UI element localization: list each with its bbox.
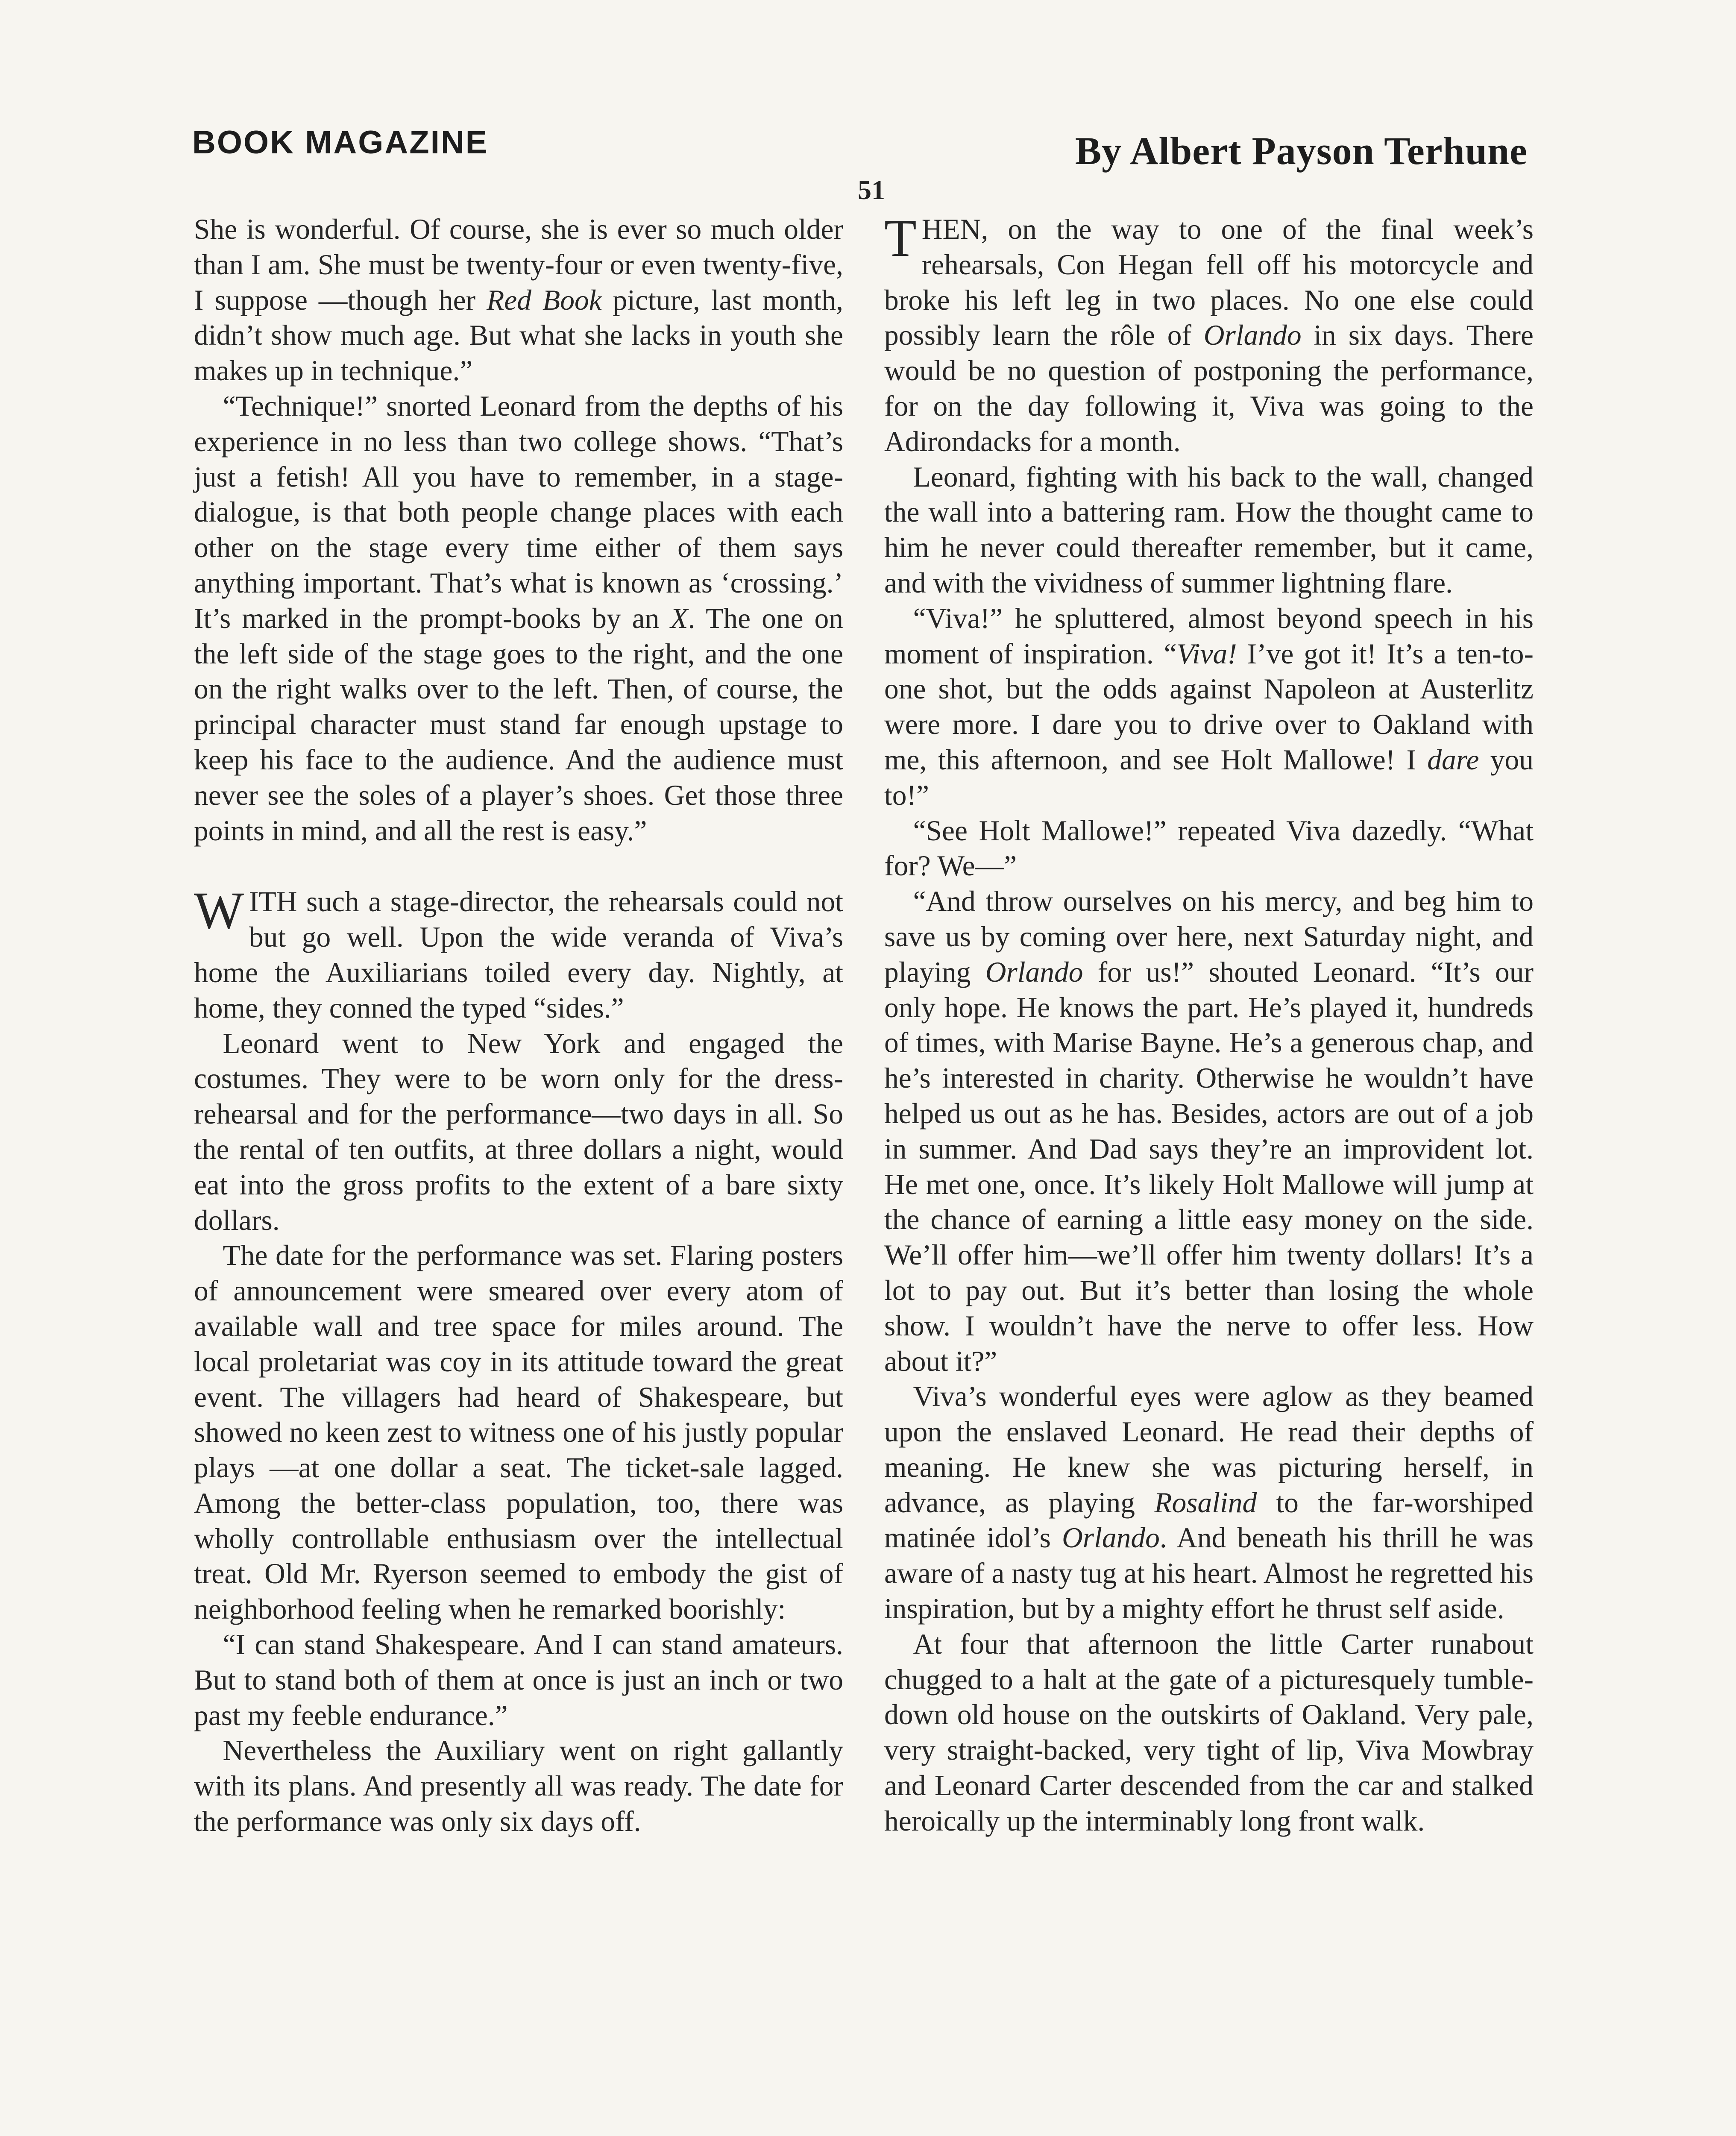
paragraph: Nevertheless the Auxiliary went on right gallantly with its plans. And presently all was ready. The date for the performance was only six days off. (194, 1734, 843, 1838)
drop-cap: T (884, 209, 917, 267)
paragraph: The date for the performance was set. Flaring posters of announcement were smeared over every atom of available wall and tree space for miles around. The local proletariat was coy in its attitude toward the great event. The villagers had heard of Shakespeare, but showed no keen zest to witness one of his justly popular plays —at one dollar a seat. The ticket-sale lagged. Among the better-class population, too, there was wholly controllable enthusiasm over the intellectual treat. Old Mr. Ryerson seemed to embody the gist of neighborhood feeling when he remarked boorishly: (194, 1239, 843, 1625)
paragraph: Viva’s wonderful eyes were aglow as they beamed upon the enslaved Leonard. He read their depths of meaning. He knew she was picturing herself, in advance, as playing Rosalind to the far-worshiped matinée idol’s Orlando. And beneath his thrill he was aware of a nasty tug at his heart. Almost he regretted his inspiration, but by a mighty effort he thrust self aside. (884, 1380, 1534, 1625)
running-head-publication: BOOK MAGAZINE (192, 124, 489, 161)
paragraph: “I can stand Shakespeare. And I can stand amateurs. But to stand both of them at once is just an inch or two past my feeble endurance.” (194, 1628, 843, 1731)
page-number: 51 (858, 175, 885, 205)
section-paragraph: THEN, on the way to one of the final week’s rehearsals, Con Hegan fell off his motorcycle and broke his left leg in two places. No one else could possibly learn the rôle of Orlando in six days. There would be no question of postponing the performance, for on the day following it, Viva was going to the Adirondacks for a month. (884, 209, 1534, 458)
paragraph: Leonard went to New York and engaged the costumes. They were to be worn only for the dress-rehearsal and for the performance—two days in all. So the rental of ten outfits, at three dollars a night, would eat into the gross profits to the extent of a bare sixty dollars. (194, 1027, 843, 1236)
drop-cap: W (194, 881, 244, 940)
left-column (194, 212, 843, 1840)
paragraph: At four that afternoon the little Carter runabout chugged to a halt at the gate of a picturesquely tumble-down old house on the outskirts of Oakland. Very pale, very straight-backed, very tight of lip, Viva Mowbray and Leonard Carter descended from the car and stalked heroically up the interminably long front walk. (884, 1628, 1534, 1837)
paragraph: “Viva!” he spluttered, almost beyond speech in his moment of inspiration. “Viva! I’ve got it! It’s a ten-to-one shot, but the odds against Napoleon at Austerlitz were more. I dare you to drive over to Oakland with me, this afternoon, and see Holt Mallowe! I dare you to!” (884, 602, 1534, 811)
running-head-author: By Albert Payson Terhune (1075, 129, 1528, 173)
section-paragraph: WITH such a stage-director, the rehearsals could not but go well. Upon the wide veranda of Viva’s home the Auxiliarians toiled every day. Nightly, at home, they conned the typed “sides.” (194, 881, 843, 1024)
paragraph: “Technique!” snorted Leonard from the depths of his experience in no less than two college shows. “That’s just a fetish! All you have to remember, in a stage-dialogue, is that both people change places with each other on the stage every time either of them says anything important. That’s what is known as ‘crossing.’ It’s marked in the prompt-books by an X. The one on the left side of the stage goes to the right, and the one on the right walks over to the left. Then, of course, the principal character must stand far enough upstage to keep his face to the audience. And the audience must never see the soles of a player’s shoes. Get those three points in mind, and all the rest is easy.” (194, 390, 843, 847)
paragraph: “See Holt Mallowe!” repeated Viva dazedly. “What for? We—” (884, 814, 1534, 882)
paragraph: Leonard, fighting with his back to the wall, changed the wall into a battering ram. How the thought came to him he never could thereafter remember, but it came, and with the vividness of summer lightning flare. (884, 461, 1534, 599)
right-column (884, 209, 1534, 1839)
paragraph: She is wonderful. Of course, she is ever so much older than I am. She must be twenty-four or even twenty-five, I suppose —though her Red Book picture, last month, didn’t show much age. But what she lacks in youth she makes up in technique.” (194, 213, 843, 387)
paragraph: “And throw ourselves on his mercy, and beg him to save us by coming over here, next Saturday night, and playing Orlando for us!” shouted Leonard. “It’s our only hope. He knows the part. He’s played it, hundreds of times, with Marise Bayne. He’s a generous chap, and he’s interested in charity. Otherwise he wouldn’t have helped us out as he has. Besides, actors are out of a job in summer. And Dad says they’re an improvident lot. He met one, once. It’s likely Holt Mallowe will jump at the chance of earning a little easy money on the side. We’ll offer him—we’ll offer him twenty dollars! It’s a lot to pay out. But it’s better than losing the whole show. I wouldn’t have the nerve to offer less. How about it?” (884, 885, 1534, 1377)
